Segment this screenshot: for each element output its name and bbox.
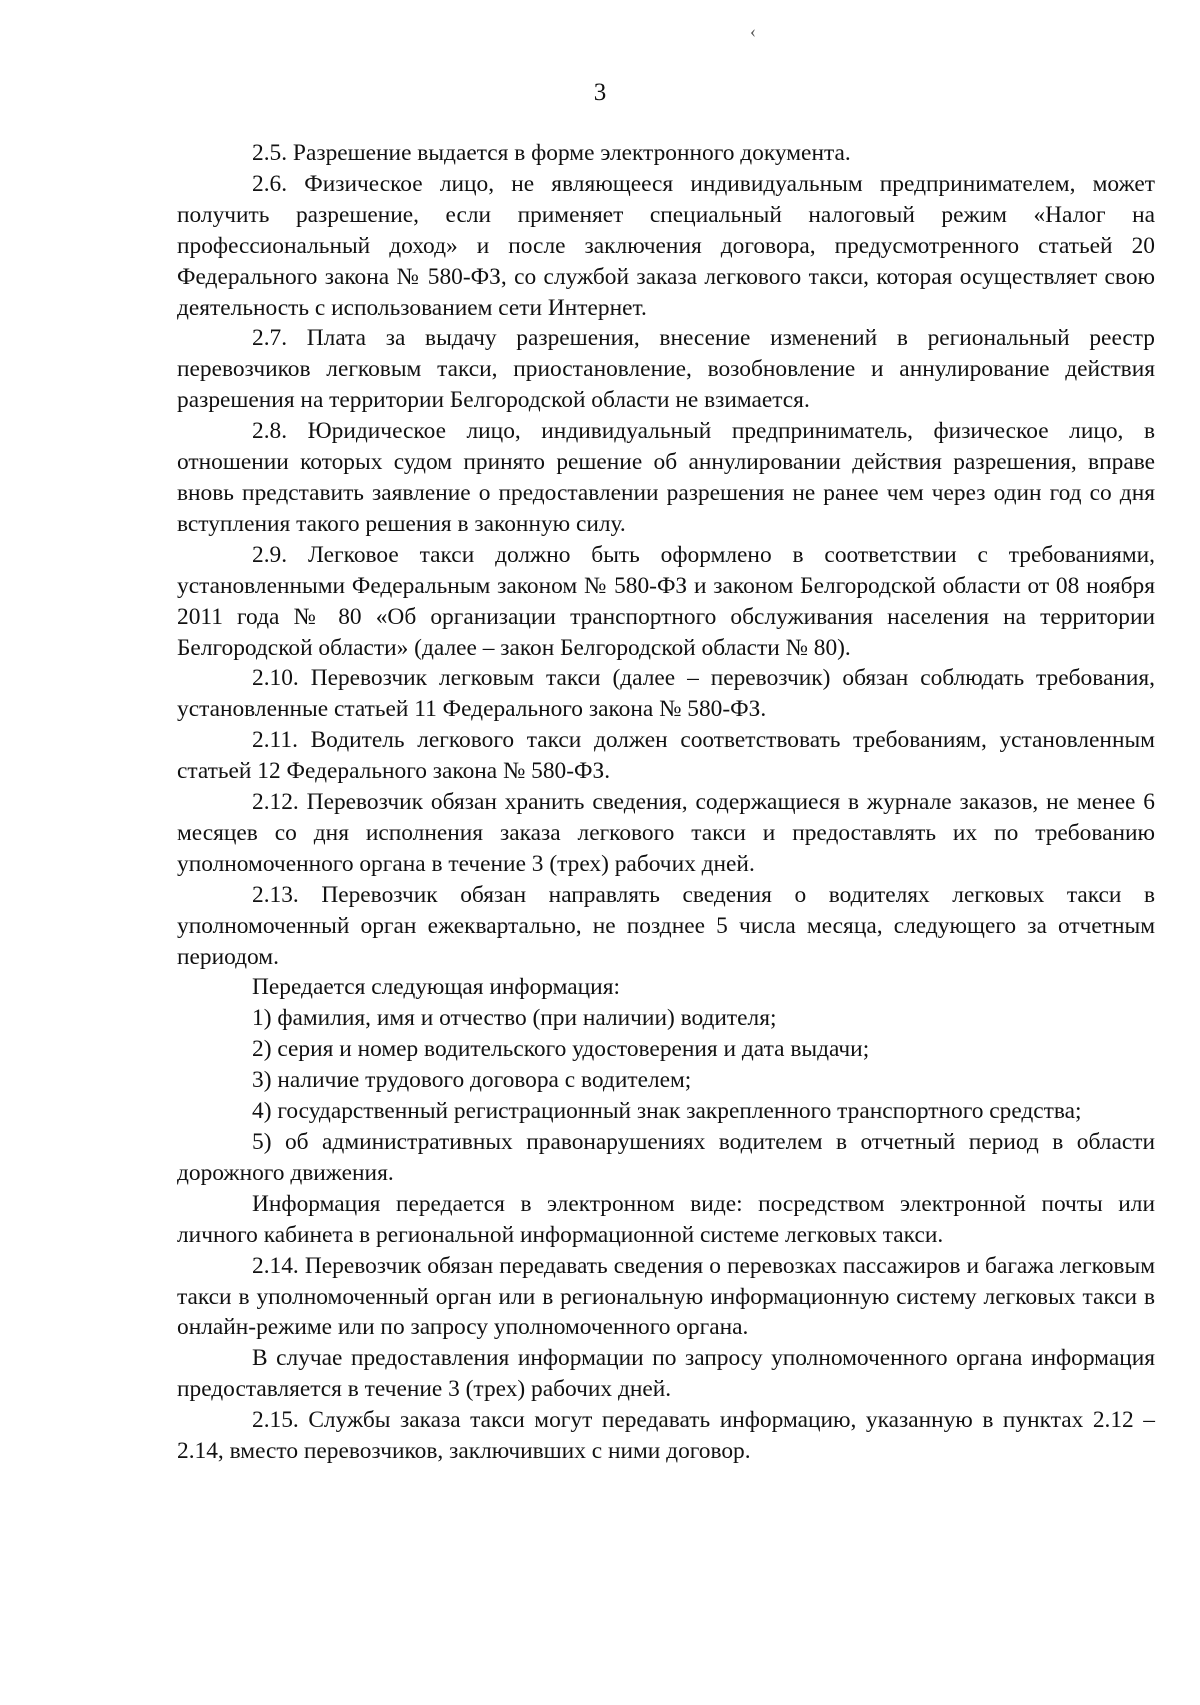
paragraph-2-5: 2.5. Разрешение выдается в форме электронного документа.	[252, 140, 851, 166]
paragraph-2-11: 2.11. Водитель легкового такси должен соответствовать требованиям, установленным статьей 12 Федерального закона № 580-ФЗ.	[177, 727, 1155, 785]
list-item-5: 5) об административных правонарушениях водителем в отчетный период в области дорожного движения.	[177, 1129, 1155, 1186]
paragraph-request-case: В случае предоставления информации по запросу уполномоченного органа информация предоставляется в течение 3 (трех) рабочих дней.	[177, 1345, 1155, 1403]
paragraph-2-12: 2.12. Перевозчик обязан хранить сведения, содержащиеся в журнале заказов, не менее 6 месяцев со дня исполнения заказа легкового такси и предоставлять их по требованию уполномоченного органа в течение 3 (трех) рабочих дней.	[177, 789, 1155, 877]
paragraph-2-13: 2.13. Перевозчик обязан направлять сведения о водителях легковых такси в уполномоченный орган ежеквартально, не позднее 5 числа месяца, следующего за отчетным периодом.	[177, 881, 1155, 970]
paragraph-2-6: 2.6. Физическое лицо, не являющееся индивидуальным предпринимателем, может получить разрешение, если применяет специальный налоговый режим «Налог на профессиональный доход» и после заключения договора, предусмотренного статьей 20 Федерального закона № 580-ФЗ, со службой заказа легкового такси, которая осуществляет свою деятельность с использованием сети Интернет.	[177, 170, 1155, 321]
paragraph-2-8: 2.8. Юридическое лицо, индивидуальный предприниматель, физическое лицо, в отношении которых судом принято решение об аннулировании действия разрешения, вправе вновь представить заявление о предоставлении разрешения не ранее чем через один год со дня вступления такого решения в законную силу.	[177, 418, 1155, 537]
paragraph-info-intro: Передается следующая информация:	[252, 974, 620, 1001]
paragraph-2-14: 2.14. Перевозчик обязан передавать сведения о перевозках пассажиров и багажа легковым такси в уполномоченный орган или в региональную информационную систему легковых такси в онлайн-режиме или по запросу уполномоченного органа.	[177, 1252, 1155, 1341]
list-item-4: 4) государственный регистрационный знак закрепленного транспортного средства;	[252, 1098, 1082, 1125]
paragraph-2-10: 2.10. Перевозчик легковым такси (далее – перевозчик) обязан соблюдать требования, установленные статьей 11 Федерального закона № 580-ФЗ.	[177, 665, 1155, 723]
page-number: 3	[593, 79, 607, 106]
scan-artifact: ‹	[750, 21, 756, 41]
list-item-1: 1) фамилия, имя и отчество (при наличии) водителя;	[252, 1005, 777, 1032]
list-item-3: 3) наличие трудового договора с водителем;	[252, 1067, 692, 1094]
document-body	[177, 138, 1155, 1467]
paragraph-2-15: 2.15. Службы заказа такси могут передавать информацию, указанную в пунктах 2.12 – 2.14, вместо перевозчиков, заключивших с ними договор.	[177, 1407, 1155, 1465]
paragraph-2-9: 2.9. Легковое такси должно быть оформлено в соответствии с требованиями, установленными Федеральным законом № 580-ФЗ и законом Белгородской области от 08 ноября 2011 года № 80 «Об организации транспортного обслуживания населения на территории Белгородской области» (далее – закон Белгородской области № 80).	[177, 541, 1155, 661]
list-item-2: 2) серия и номер водительского удостоверения и дата выдачи;	[252, 1036, 870, 1063]
paragraph-info-transfer: Информация передается в электронном виде: посредством электронной почты или личного кабинета в региональной информационной системе легковых такси.	[177, 1190, 1155, 1248]
paragraph-2-7: 2.7. Плата за выдачу разрешения, внесение изменений в региональный реестр перевозчиков легковым такси, приостановление, возобновление и аннулирование действия разрешения на территории Белгородской области не взимается.	[177, 325, 1155, 414]
